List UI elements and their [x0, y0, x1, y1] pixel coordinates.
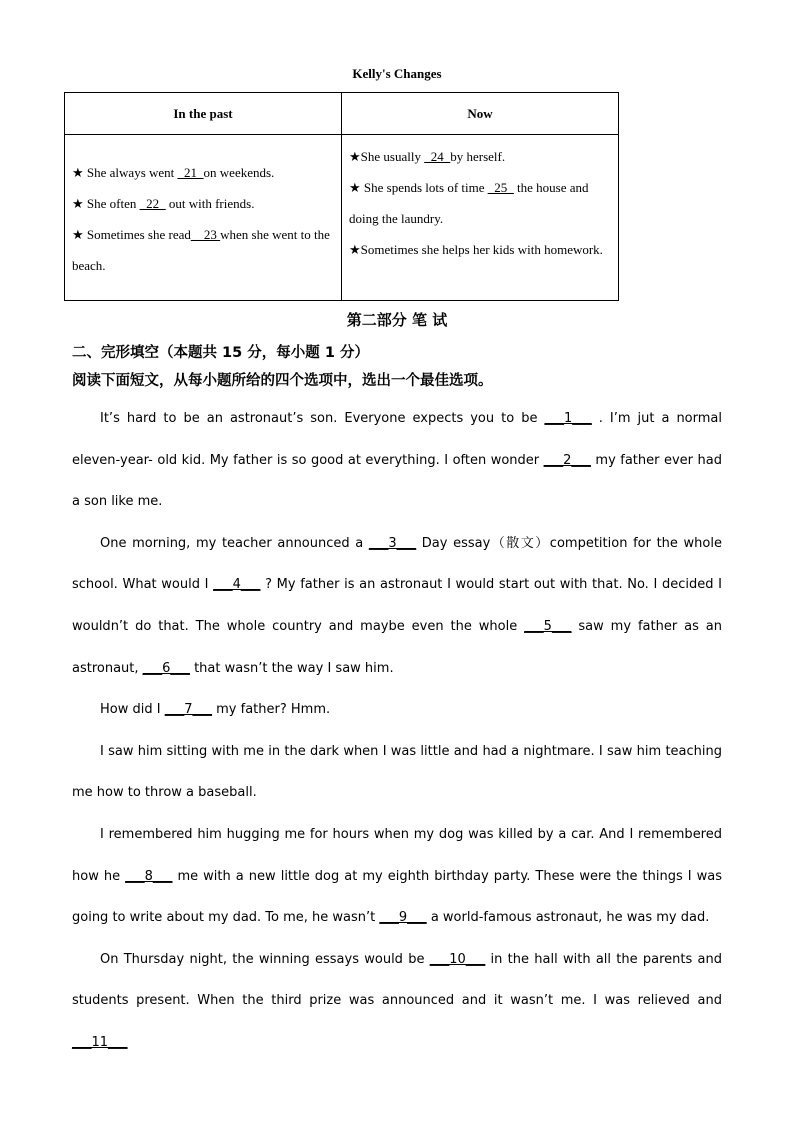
blank: ___8___: [125, 868, 173, 884]
header-in-the-past: In the past: [173, 106, 233, 121]
now-item: ★She usually _24_by herself.: [349, 149, 506, 164]
blank: ___11___: [72, 1034, 128, 1050]
blank: ___9___: [379, 910, 427, 926]
past-item: ★ She often _22_ out with friends.: [72, 196, 255, 211]
blank: ___2___: [543, 452, 591, 468]
part-heading: 第二部分 笔 试: [346, 311, 448, 329]
past-cell: [72, 157, 334, 281]
header-divider: [65, 134, 618, 135]
comparison-table: [64, 92, 619, 301]
past-item: ★ She always went _21_on weekends.: [72, 165, 275, 180]
now-item: ★ She spends lots of time _25_ the house and doing the laundry.: [349, 180, 589, 226]
paragraph: On Thursday night, the winning essays would be ___10___ in the hall with all the parents and students present. When the third prize was announced and it wasn’t me. I was relieved and ___11___: [72, 951, 722, 1050]
blank: ___5___: [524, 618, 572, 634]
paragraph: One morning, my teacher announced a ___3___ Day essay（散文）competition for the whole school. What would I ___4___ ? My father is an astronaut I would start out with that. No. I decided I wouldn’t do that. The whole country and maybe even the whole ___5___ saw my father as an astronaut, ___6___ that wasn’t the way I saw him.: [72, 535, 722, 676]
cloze-passage: [72, 398, 722, 1064]
now-item: ★Sometimes she helps her kids with homework.: [349, 242, 603, 257]
blank: ___3___: [368, 535, 417, 551]
table-title: Kelly's Changes: [352, 66, 442, 81]
paragraph: I remembered him hugging me for hours when my dog was killed by a car. And I remembered how he ___8___ me with a new little dog at my eighth birthday party. These were the things I was going to write about my dad. To me, he wasn’t ___9___ a world-famous astronaut, he was my dad.: [72, 826, 723, 926]
blank: ___6___: [142, 660, 190, 676]
section-instruction: 阅读下面短文，从每小题所给的四个选项中，选出一个最佳选项。: [72, 373, 493, 389]
now-cell: [349, 141, 613, 265]
past-item: ★ Sometimes she read__23 when she went to the beach.: [72, 227, 330, 273]
blank: ___4___: [213, 577, 261, 593]
paragraph: How did I ___7___ my father? Hmm.: [100, 702, 331, 718]
section-title: 二、完形填空（本题共 15 分，每小题 1 分）: [72, 345, 369, 361]
paragraph: I saw him sitting with me in the dark when I was little and had a nightmare. I saw him teaching me how to throw a baseball.: [72, 743, 722, 801]
paragraph: It’s hard to be an astronaut’s son. Everyone expects you to be ___1___ . I’m jut a normal eleven-year- old kid. My father is so good at everything. I often wonder ___2___ my father ever had a son like me.: [72, 411, 722, 510]
blank: ___1___: [544, 411, 592, 426]
blank: ___10___: [429, 951, 486, 967]
header-now: Now: [467, 106, 493, 121]
blank: ___7___: [164, 702, 212, 718]
